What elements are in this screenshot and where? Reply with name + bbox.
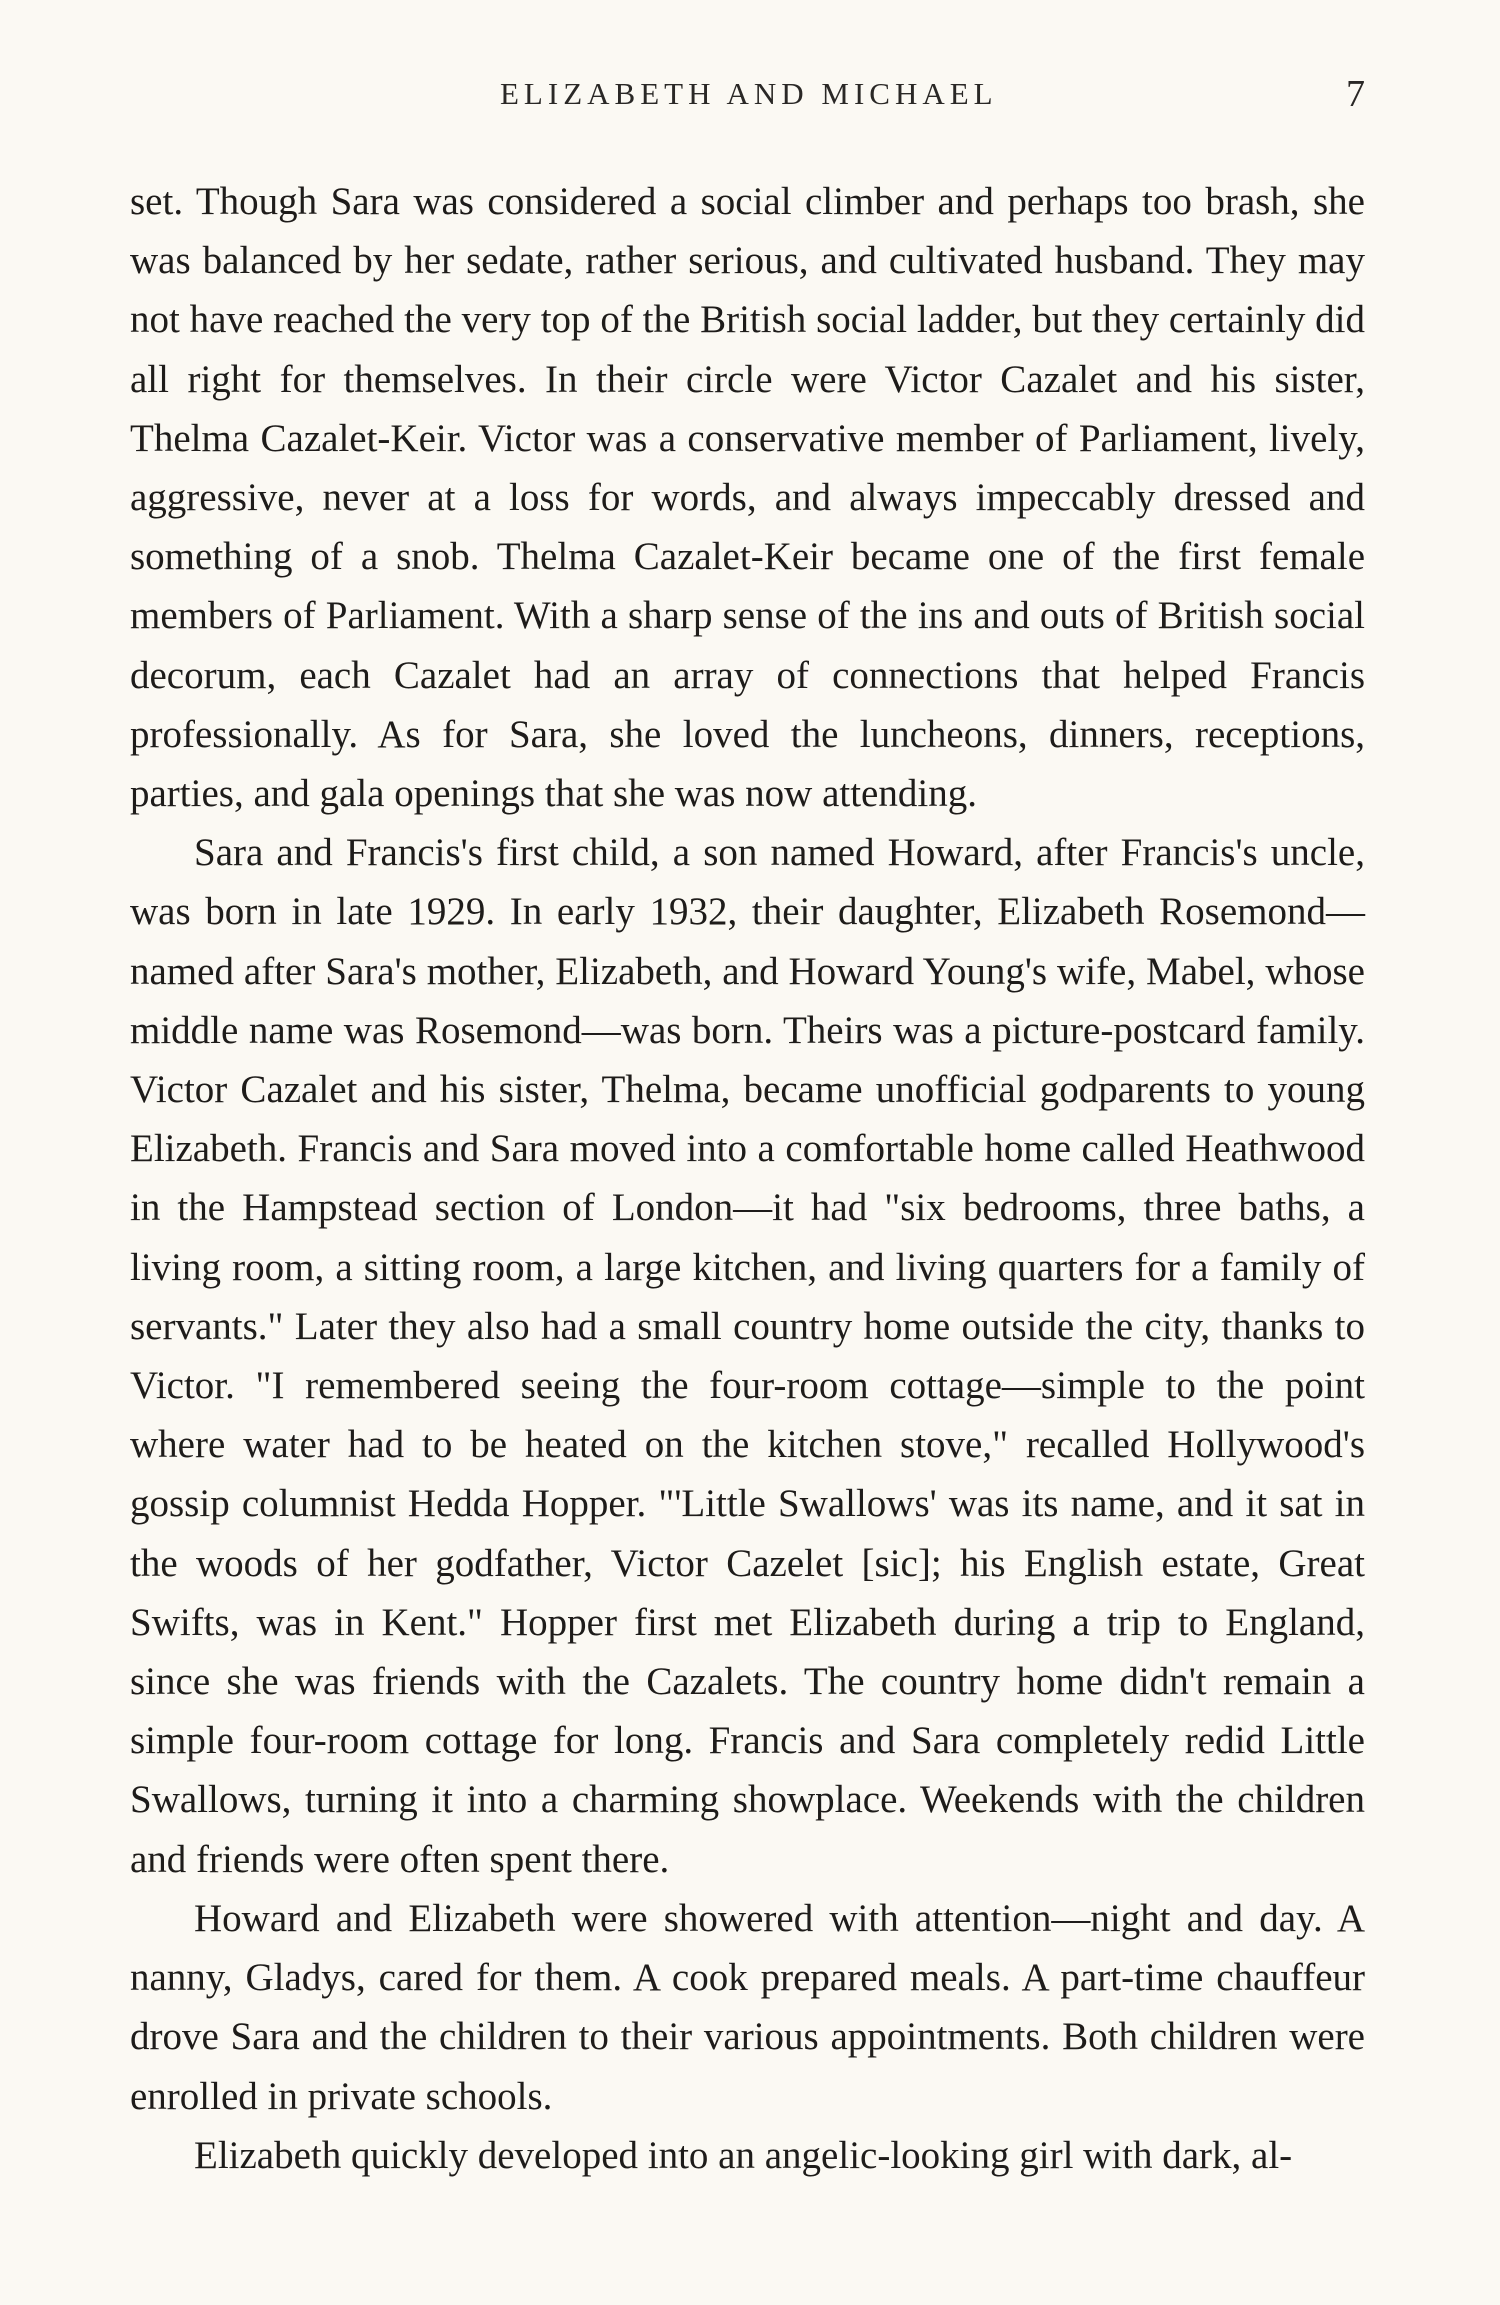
paragraph-4: Elizabeth quickly developed into an angelic-looking girl with dark, al- bbox=[194, 2133, 1293, 2177]
running-title: ELIZABETH AND MICHAEL bbox=[500, 76, 998, 111]
paragraph-2: Sara and Francis's first child, a son named Howard, after Francis's uncle, was born in late 1929. In early 1932, their daughter, Elizabeth Rosemond—named after Sara's mother, Elizabeth, and Howard Young's wife, Mabel, whose middle name was Rosemond—was born. Theirs was a picture-postcard family. Victor Cazalet and his sister, Thelma, became unofficial godparents to young Elizabeth. Francis and Sara moved into a comfortable home called Heathwood in the Hampstead section of London—it had "six bedrooms, three baths, a living room, a sitting room, a large kitchen, and living quarters for a family of servants." Later they also had a small country home outside the city, thanks to Victor. "I remembered seeing the four-room cottage—simple to the point where water had to be heated on the kitchen stove," recalled Hollywood's gossip columnist Hedda Hopper. "'Little Swallows' was its name, and it sat in the woods of her godfather, Victor Cazelet [sic]; his English estate, Great Swifts, was in Kent." Hopper first met Elizabeth during a trip to England, since she was friends with the Cazalets. The country home didn't remain a simple four-room cottage for long. Francis and Sara completely redid Little Swallows, turning it into a charming showplace. Weekends with the children and friends were often spent there. bbox=[130, 831, 1365, 1881]
paragraph-1: set. Though Sara was considered a social climber and perhaps too brash, she was balanced by her sedate, rather serious, and cultivated husband. They may not have reached the very top of the British social ladder, but they certainly did all right for themselves. In their circle were Victor Cazalet and his sister, Thelma Cazalet-Keir. Victor was a conservative member of Parliament, lively, aggressive, never at a loss for words, and always impeccably dressed and something of a snob. Thelma Cazalet-Keir became one of the first female members of Parliament. With a sharp sense of the ins and outs of British social decorum, each Cazalet had an array of connections that helped Francis professionally. As for Sara, she loved the luncheons, dinners, receptions, parties, and gala openings that she was now attending. bbox=[130, 180, 1365, 816]
page-number: 7 bbox=[1346, 73, 1365, 115]
paragraph-3: Howard and Elizabeth were showered with attention—night and day. A nanny, Gladys, cared for them. A cook prepared meals. A part-time chauffeur drove Sara and the children to their various appointments. Both children were enrolled in private schools. bbox=[130, 1896, 1365, 2118]
running-head bbox=[0, 72, 1500, 122]
body-text bbox=[130, 172, 1365, 2185]
